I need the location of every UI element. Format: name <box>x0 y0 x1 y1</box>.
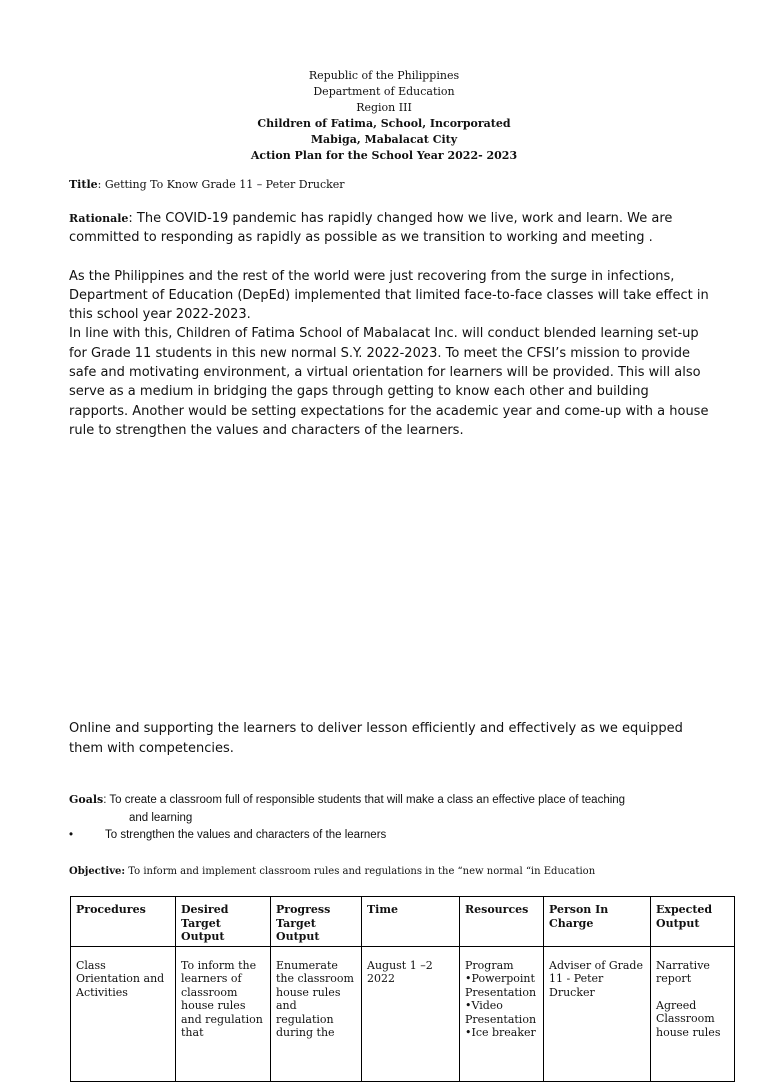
online-paragraph: Online and supporting the learners to deliver lesson efficiently and effectively as we equipped them with competencies. <box>69 721 683 756</box>
expected-output-2: Agreed Classroom house rules <box>656 998 721 1039</box>
header-expected-output: Expected Output <box>651 897 735 947</box>
header-progress-target-output: Progress Target Output <box>271 897 362 947</box>
goals-bullet <box>69 829 386 841</box>
table-header-row <box>71 897 735 947</box>
objective-text: To inform and implement classroom rules and regulations in the “new normal “in Education <box>125 866 596 877</box>
cell-desired-target: To inform the learners of classroom house rules and regulation that <box>176 946 271 1081</box>
resource-item: •Powerpoint Presentation <box>465 972 537 999</box>
rationale-label: Rationale <box>69 212 129 225</box>
header-desired-target-output: Desired Target Output <box>176 897 271 947</box>
header-address: Mabiga, Mabalacat City <box>310 133 458 146</box>
header-region: Region III <box>356 101 412 114</box>
cell-resources <box>460 946 544 1081</box>
goals-label: Goals <box>69 793 104 806</box>
resource-item: •Video Presentation <box>465 999 537 1026</box>
objective-label: Objective: <box>69 866 126 877</box>
title-value: : Getting To Know Grade 11 – Peter Drucker <box>97 178 345 191</box>
rationale-intro: : The COVID-19 pandemic has rapidly changed how we live, work and learn. We are committed to responding as rapidly as possible as we transition to working and meeting . <box>69 211 673 246</box>
title-label: Title <box>69 178 98 191</box>
rationale-section <box>69 209 709 440</box>
rationale-paragraph-3: In line with this, Children of Fatima School of Mabalacat Inc. will conduct blended learning set-up for Grade 11 students in this new normal S.Y. 2022-2023. To meet the CFSI’s mission to provide safe and motivating environment, a virtual orientation for learners will be provided. This will also serve as a medium in bridging the gaps through getting to know each other and building rapports. Another would be setting expectations for the academic year and come-up with a house rule to strengthen the values and characters of the learners. <box>69 326 709 438</box>
cell-expected-output <box>651 946 735 1081</box>
header-department: Department of Education <box>313 85 455 98</box>
goals-section <box>69 791 709 827</box>
expected-output-1: Narrative report <box>656 958 710 985</box>
cell-procedures: Class Orientation and Activities <box>71 946 176 1081</box>
header-action-plan: Action Plan for the School Year 2022- 2023 <box>250 149 518 162</box>
goals-bullet-text: To strengthen the values and characters of the learners <box>105 829 387 841</box>
resource-item: •Ice breaker <box>465 1026 536 1039</box>
document-header <box>0 68 768 164</box>
bullet-symbol: • <box>69 829 74 841</box>
goals-line-2: and learning <box>129 812 193 824</box>
cell-time: August 1 –2 2022 <box>362 946 460 1081</box>
header-person-in-charge: Person In Charge <box>544 897 651 947</box>
objective-line <box>69 866 595 877</box>
cell-progress-target: Enumerate the classroom house rules and regulation during the <box>271 946 362 1081</box>
header-republic: Republic of the Philippines <box>308 69 460 82</box>
table-row <box>71 946 735 1081</box>
cell-person-in-charge: Adviser of Grade 11 - Peter Drucker <box>544 946 651 1081</box>
header-resources: Resources <box>460 897 544 947</box>
title-line <box>69 178 345 191</box>
action-plan-table <box>70 896 735 1082</box>
resource-item: Program <box>465 958 514 972</box>
goals-line-1: : To create a classroom full of responsible students that will make a class an effective place of teaching <box>103 794 626 806</box>
header-time: Time <box>362 897 460 947</box>
header-school: Children of Fatima, School, Incorporated <box>257 117 511 130</box>
header-procedures: Procedures <box>71 897 176 947</box>
rationale-paragraph-2: As the Philippines and the rest of the world were just recovering from the surge in infections, Department of Education (DepEd) implemented that limited face-to-face classes will take effect in this school year 2022-2023. <box>69 268 709 323</box>
